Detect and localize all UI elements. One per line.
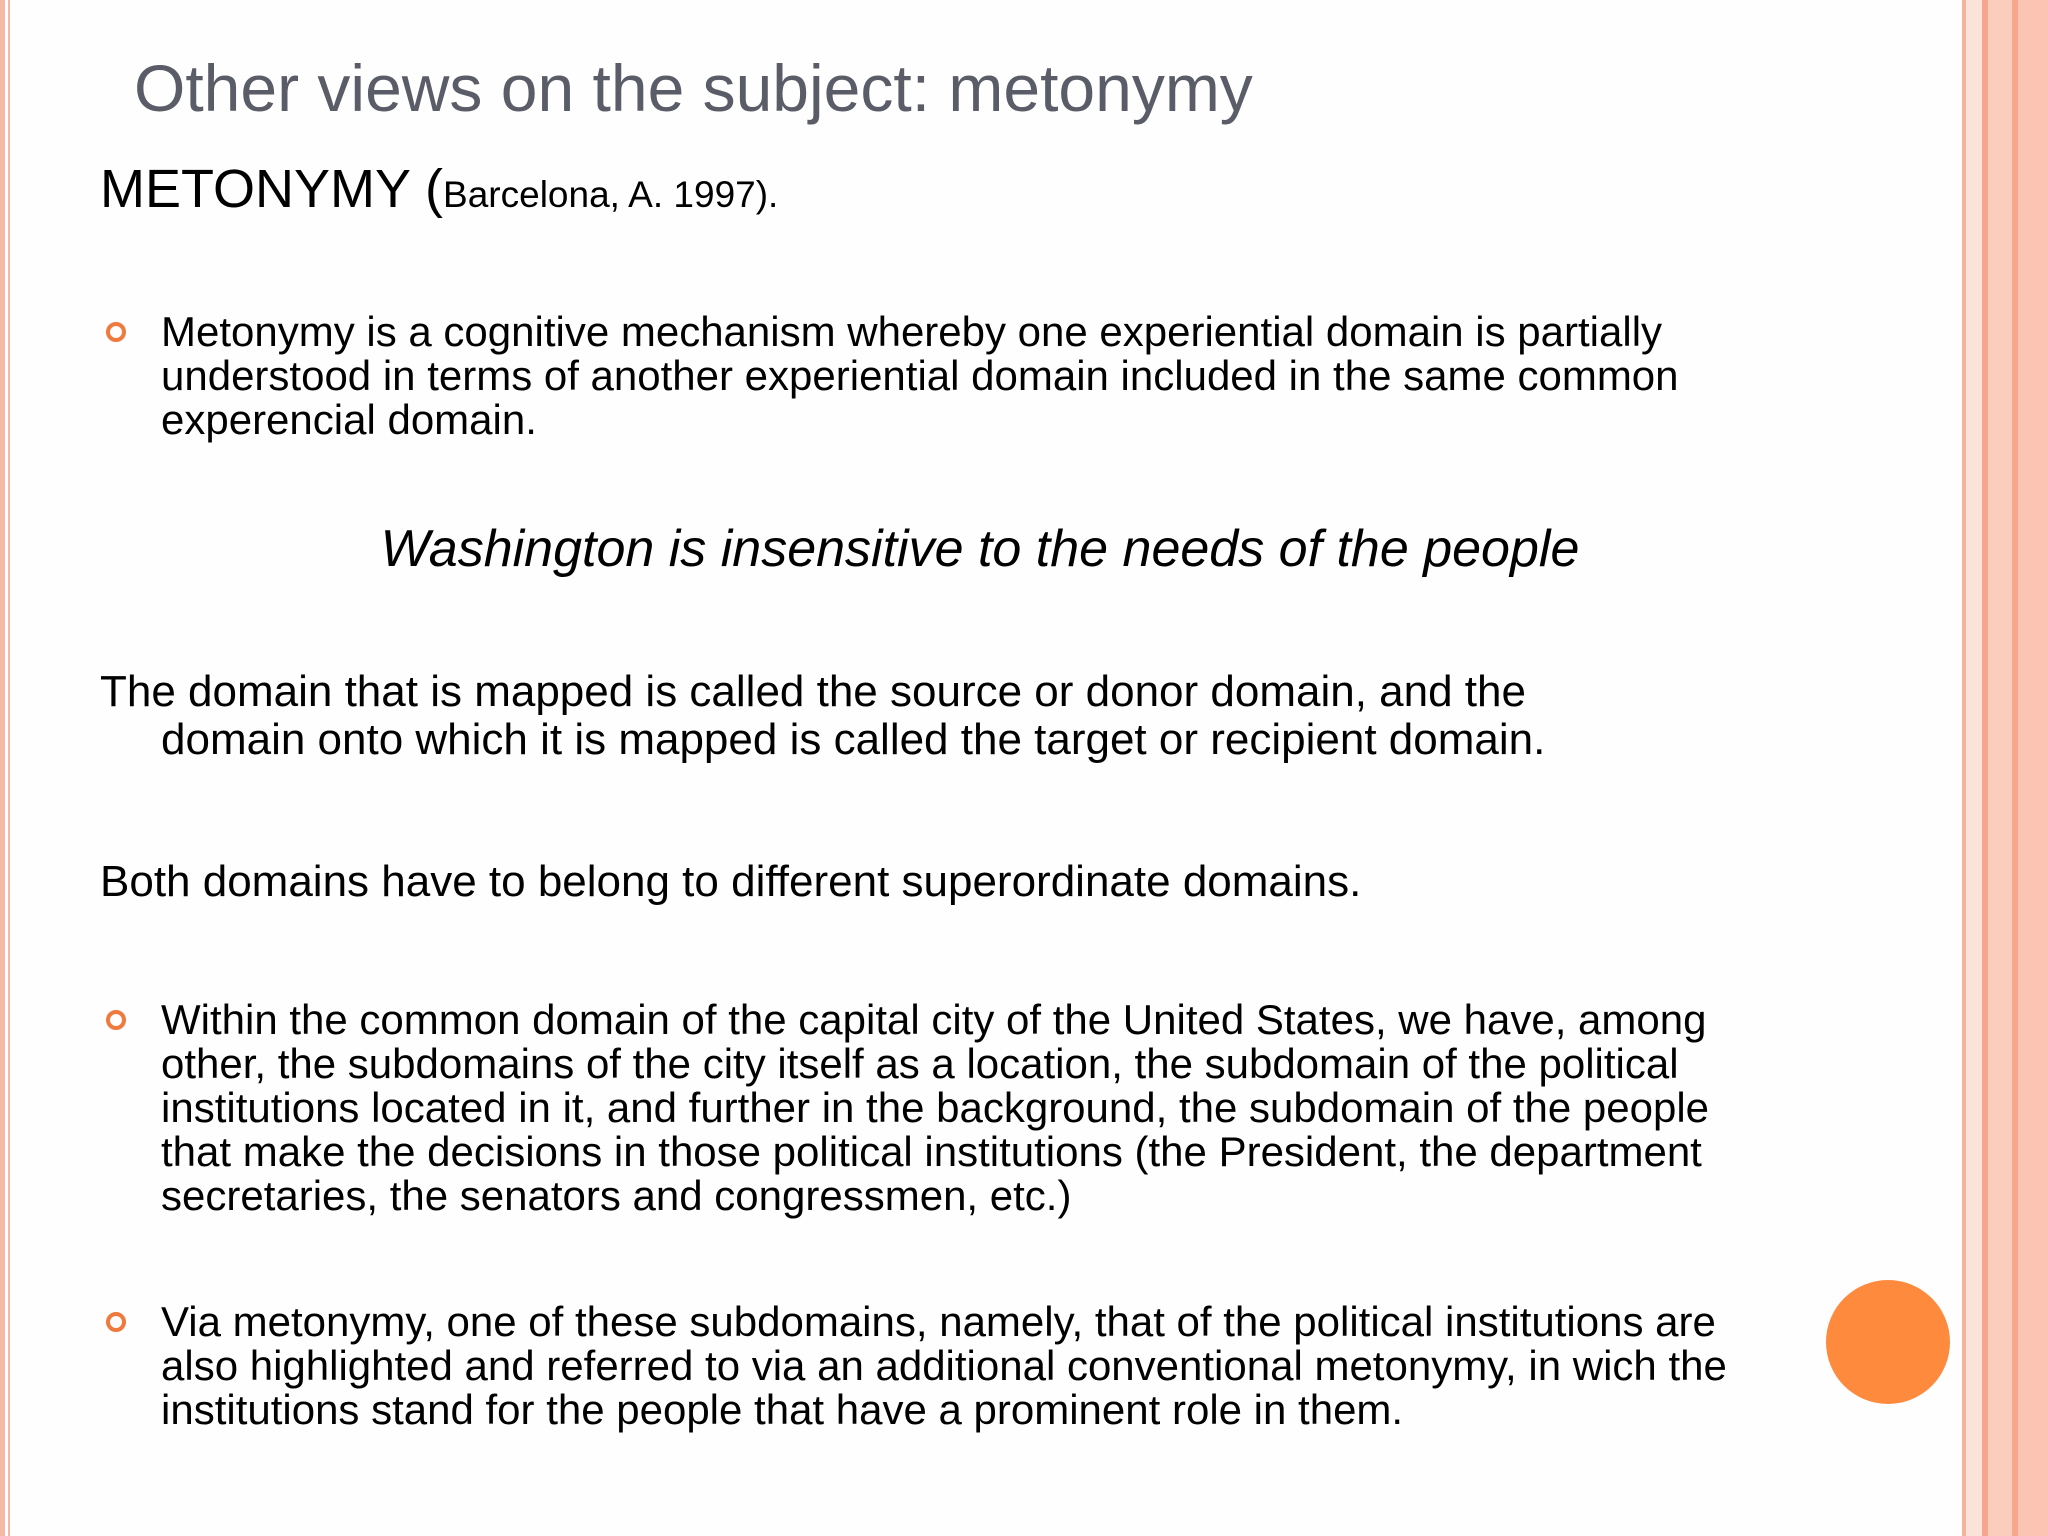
bullet-item-capital-city [100, 998, 1880, 1218]
bullet-line: institutions stand for the people that have a prominent role in them. [161, 1386, 1404, 1433]
subtitle-main: METONYMY ( [100, 159, 444, 219]
bullet-line: Within the common domain of the capital city of the United States, we have, among [161, 996, 1707, 1043]
bullet-line: Metonymy is a cognitive mechanism whereby one experiential domain is partially [161, 308, 1663, 355]
bullet-line: also highlighted and referred to via an additional conventional metonymy, in wich the [161, 1342, 1727, 1389]
bullet-item-via-metonymy [100, 1300, 1880, 1432]
bullet-line: secretaries, the senators and congressmen, etc.) [161, 1172, 1072, 1219]
bullet-text [100, 998, 1880, 1218]
slide-subtitle [100, 160, 778, 219]
bullet-line: institutions located in it, and further in the background, the subdomain of the people [161, 1084, 1710, 1131]
subtitle-reference: Barcelona, A. 1997). [443, 174, 779, 215]
paragraph-line: domain onto which it is mapped is called the target or recipient domain. [161, 715, 1546, 764]
bullet-text [100, 1300, 1880, 1432]
frame-stripe-right-pale [1966, 0, 1982, 1536]
paragraph-superordinate [100, 858, 1860, 906]
bullet-line: understood in terms of another experiential domain included in the same common [161, 352, 1679, 399]
paragraph-line: The domain that is mapped is called the source or donor domain, and the [100, 667, 1526, 716]
bullet-line: other, the subdomains of the city itself as a location, the subdomain of the political [161, 1040, 1679, 1087]
paragraph-line: Both domains have to belong to different superordinate domains. [100, 857, 1362, 906]
bullet-item-definition [100, 310, 1880, 442]
slide-title: Other views on the subject: metonymy [134, 51, 1253, 125]
bullet-line: Via metonymy, one of these subdomains, namely, that of the political institutions are [161, 1298, 1716, 1345]
frame-stripe-right-end [2018, 0, 2048, 1536]
bullet-line: that make the decisions in those political institutions (the President, the department [161, 1128, 1702, 1175]
frame-stripe-left-inner [8, 0, 10, 1536]
decorative-orange-circle [1826, 1280, 1950, 1404]
bullet-ring-icon [106, 1010, 126, 1030]
frame-stripe-right-mid [1988, 0, 2012, 1536]
bullet-ring-icon [106, 322, 126, 342]
frame-stripe-left [0, 0, 5, 1536]
bullet-ring-icon [106, 1312, 126, 1332]
paragraph-source-target [100, 668, 1860, 764]
bullet-text [100, 310, 1880, 442]
example-sentence: Washington is insensitive to the needs of the people [380, 520, 1580, 578]
bullet-line: experencial domain. [161, 396, 537, 443]
